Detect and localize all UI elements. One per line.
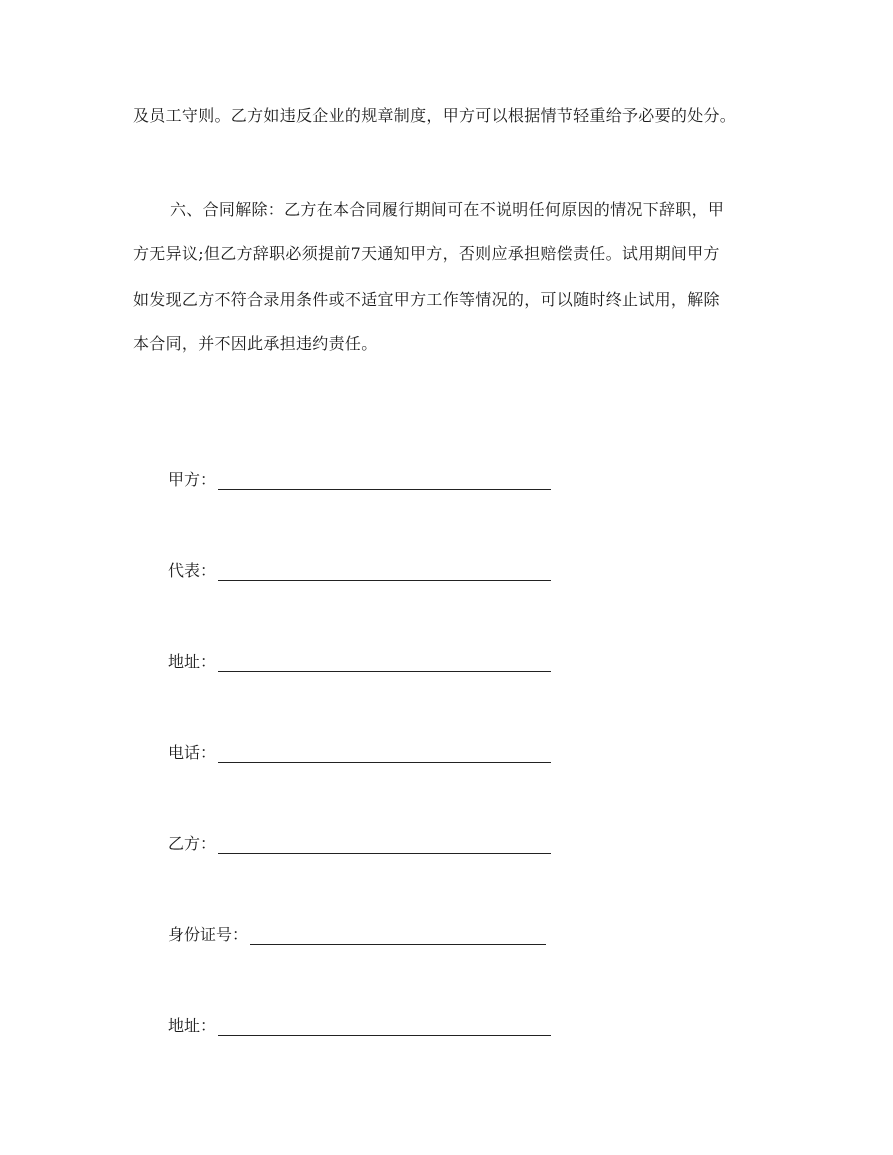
signature-row-address-b [168,1012,551,1036]
section6-line-3: 如发现乙方不符合录用条件或不适宜甲方工作等情况的，可以随时终止试用，解除 [133,290,720,309]
signature-row-id-number [168,921,546,945]
signature-blank-line[interactable] [218,1017,551,1036]
signature-row-party-a [168,466,551,490]
signature-row-phone [168,739,551,763]
signature-label: 地址： [168,1016,217,1035]
signature-blank-line[interactable] [218,653,551,672]
signature-label: 乙方： [168,834,217,853]
signature-blank-line[interactable] [250,926,546,945]
section6-line-4: 本合同，并不因此承担违约责任。 [133,334,378,353]
signature-label: 甲方： [168,470,217,489]
signature-label: 代表： [168,561,217,580]
signature-blank-line[interactable] [218,744,551,763]
signature-label: 地址： [168,652,217,671]
signature-row-party-b [168,830,551,854]
signature-row-representative [168,557,551,581]
section6-line-2: 方无异议;但乙方辞职必须提前7天通知甲方，否则应承担赔偿责任。试用期间甲方 [133,244,720,263]
section6-line-1: 六、合同解除：乙方在本合同履行期间可在不说明任何原因的情况下辞职，甲 [170,200,725,219]
signature-blank-line[interactable] [218,562,551,581]
signature-row-address-a [168,648,551,672]
signature-blank-line[interactable] [218,835,551,854]
paragraph-tail: 及员工守则。乙方如违反企业的规章制度，甲方可以根据情节轻重给予必要的处分。 [133,106,737,125]
signature-blank-line[interactable] [218,471,551,490]
signature-label: 身份证号： [168,925,249,944]
signature-label: 电话： [168,743,217,762]
